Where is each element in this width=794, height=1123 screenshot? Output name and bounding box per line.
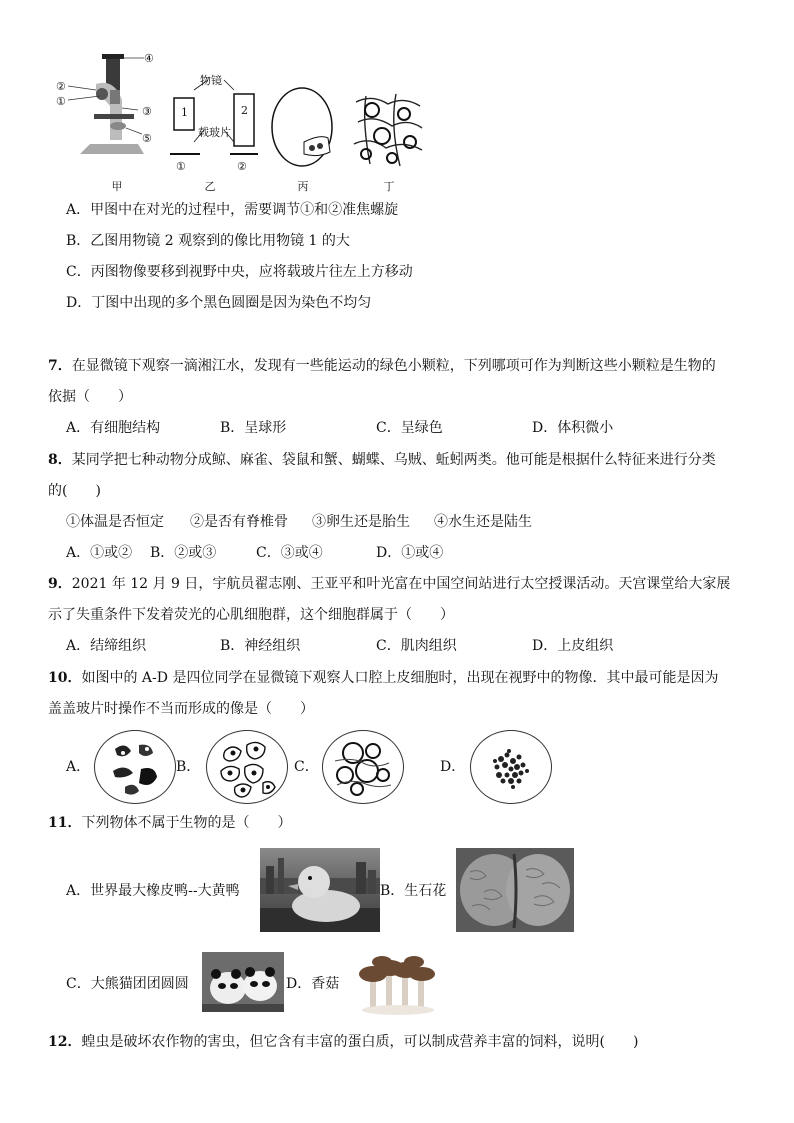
q9-stem: 2021 年 12 月 9 日，宇航员翟志刚、王亚平和叶光富在中国空间站进行太空授课活动。天宫课堂给大家展 — [71, 576, 731, 592]
q6-option-d: D．丁图中出现的多个黑色圆圈是因为染色不均匀 — [66, 295, 372, 311]
mark-3: ③ — [142, 105, 152, 118]
q7-number: 7． — [48, 358, 72, 374]
q10-image-b — [206, 730, 288, 804]
q7-option-b: B．呈球形 — [220, 420, 287, 436]
q8-option-b: B．②或③ — [150, 545, 217, 561]
q9-stem-line1 — [48, 574, 730, 594]
q6-option-b: B．乙图用物镜 2 观察到的像比用物镜 1 的大 — [66, 233, 350, 249]
mark-4: ④ — [144, 52, 154, 65]
cell-bubbles-figure — [352, 92, 424, 168]
q8-stem: 某同学把七种动物分成鲸、麻雀、袋鼠和蟹、蝴蝶、乌贼、蚯蚓两类。他可能是根据什么特征来进行分类 — [71, 452, 716, 468]
lens-2-label: 2 — [241, 104, 248, 117]
caption-bing: 丙 — [297, 180, 309, 193]
shiitake-mushroom-image — [350, 950, 448, 1016]
q7-option-d: D．体积微小 — [532, 420, 614, 436]
caption-yi: 乙 — [204, 180, 216, 193]
q8-option-a: A．①或② — [66, 545, 133, 561]
q10-label-b: B． — [176, 759, 201, 775]
q8-feature-2: ②是否有脊椎骨 — [190, 514, 288, 530]
giant-panda-image — [202, 952, 284, 1012]
q10-stem-line2: 盖盖玻片时操作不当而形成的像是（ ） — [48, 701, 314, 717]
field-of-view-figure — [270, 86, 334, 168]
rubber-duck-image — [260, 848, 380, 932]
q10-stem-line1 — [48, 668, 718, 688]
q7-stem-line1 — [48, 356, 716, 376]
q10-stem: 如图中的 A-D 是四位同学在显微镜下观察人口腔上皮细胞时，出现在视野中的物像．其中最可能是因为 — [81, 670, 719, 686]
q9-stem-line2: 示了失重条件下发着荧光的心肌细胞群，这个细胞群属于（ ） — [48, 607, 454, 623]
q11-option-b: B．生石花 — [380, 883, 447, 899]
q11-number: 11． — [48, 815, 82, 831]
q8-option-c: C．③或④ — [256, 545, 323, 561]
q8-stem-line2: 的( ) — [48, 483, 101, 499]
mark-2: ② — [56, 80, 66, 93]
q11-stem: 下列物体不属于生物的是（ ） — [81, 815, 292, 831]
q10-image-a — [94, 730, 176, 804]
objective-label: 物镜 — [200, 74, 222, 87]
caption-jia: 甲 — [111, 180, 123, 193]
q7-option-c: C．呈绿色 — [376, 420, 443, 436]
q10-image-d — [470, 730, 552, 804]
q8-stem-line1 — [48, 450, 716, 470]
q10-label-d: D． — [440, 759, 466, 775]
q8-number: 8． — [48, 452, 72, 468]
q9-option-d: D．上皮组织 — [532, 638, 614, 654]
q12-stem-line — [48, 1032, 638, 1052]
q6-option-a: A．甲图中在对光的过程中，需要调节①和②准焦螺旋 — [66, 202, 399, 218]
q6-option-c: C．丙图物像要移到视野中央，应将载玻片往左上方移动 — [66, 264, 413, 280]
q10-image-c — [322, 730, 404, 804]
mark-5: ⑤ — [142, 132, 152, 145]
q7-stem: 在显微镜下观察一滴湘江水，发现有一些能运动的绿色小颗粒，下列哪项可作为判断这些小颗粒是生物的 — [71, 358, 716, 374]
lens-mark-2: ② — [237, 160, 247, 173]
lens-1-label: 1 — [181, 106, 188, 119]
q8-feature-4: ④水生还是陆生 — [434, 514, 532, 530]
q11-stem-line — [48, 813, 291, 833]
q12-number: 12． — [48, 1034, 82, 1050]
q9-option-a: A．结缔组织 — [66, 638, 147, 654]
q9-option-b: B．神经组织 — [220, 638, 301, 654]
caption-ding: 丁 — [383, 180, 395, 193]
mark-1: ① — [56, 95, 66, 108]
q8-feature-1: ①体温是否恒定 — [66, 514, 164, 530]
q9-number: 9． — [48, 576, 72, 592]
lens-mark-1: ① — [176, 160, 186, 173]
slide-label: 载玻片 — [198, 126, 231, 139]
q9-option-c: C．肌肉组织 — [376, 638, 457, 654]
q7-option-a: A．有细胞结构 — [66, 420, 161, 436]
q7-stem-line2: 依据（ ） — [48, 389, 132, 405]
q12-stem: 蝗虫是破坏农作物的害虫，但它含有丰富的蛋白质，可以制成营养丰富的饲料，说明( ) — [81, 1034, 639, 1050]
q10-label-a: A． — [66, 759, 91, 775]
living-stone-plant-image — [456, 848, 574, 932]
q10-number: 10． — [48, 670, 82, 686]
q11-option-a: A．世界最大橡皮鸭--大黄鸭 — [66, 883, 240, 899]
q11-option-d: D．香菇 — [286, 976, 340, 992]
q11-option-c: C．大熊猫团团圆圆 — [66, 976, 189, 992]
q8-option-d: D．①或④ — [376, 545, 444, 561]
q8-feature-3: ③卵生还是胎生 — [312, 514, 410, 530]
q10-label-c: C． — [294, 759, 319, 775]
